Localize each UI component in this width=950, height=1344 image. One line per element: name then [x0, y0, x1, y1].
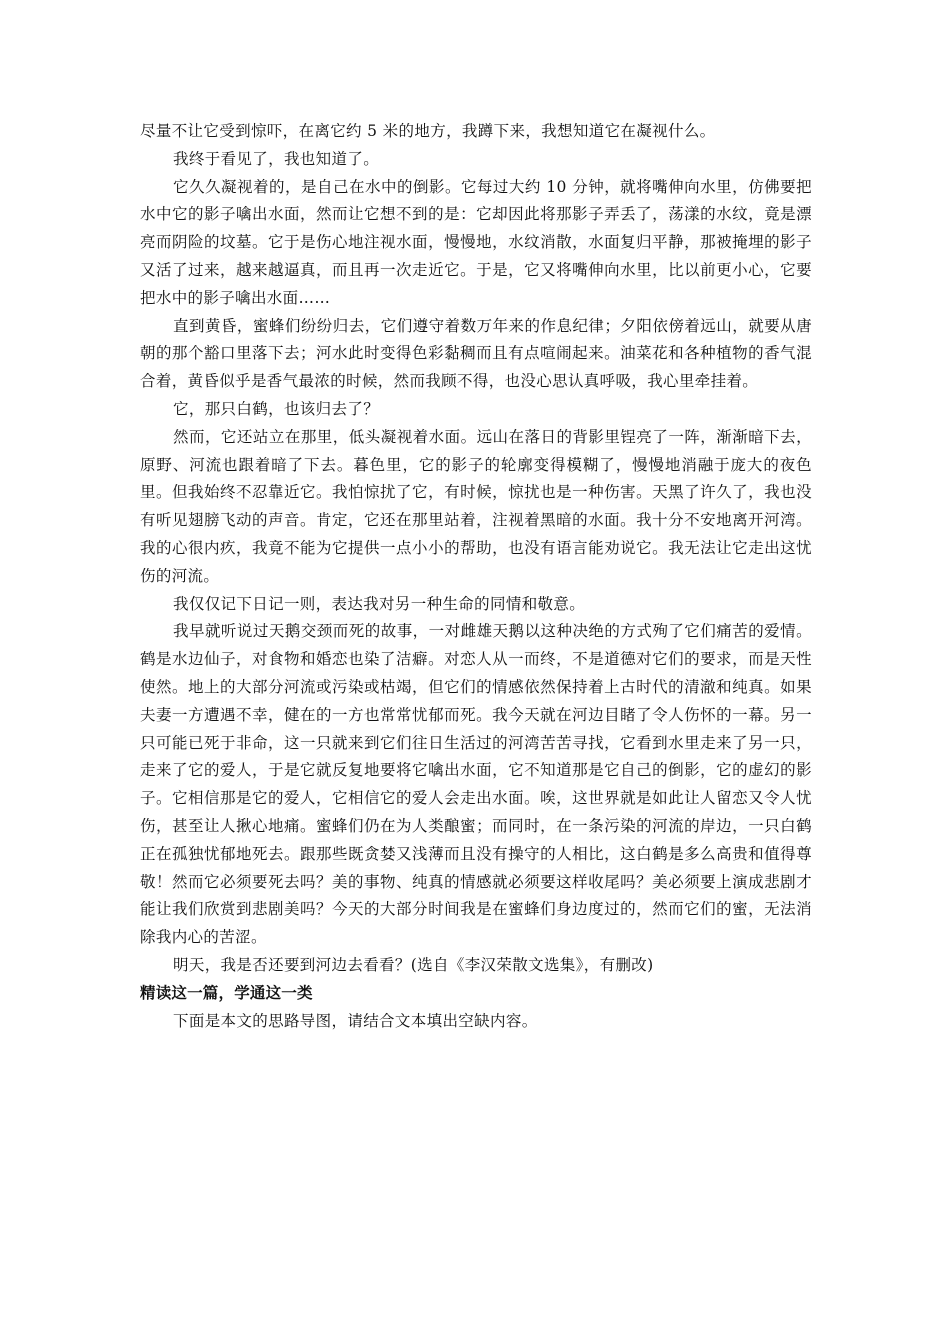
document-page: [140, 118, 812, 1035]
paragraph-tomorrow-source: 明天，我是否还要到河边去看看？(选自《李汉荣散文选集》，有删改): [173, 955, 654, 974]
paragraph-intro-tail: 尽量不让它受到惊吓，在离它约 5 米的地方，我蹲下来，我想知道它在凝视什么。: [140, 122, 716, 140]
paragraph-crane-question: 它，那只白鹤，也该归去了？: [173, 399, 380, 418]
paragraph-diary: 我早就听说过天鹅交颈而死的故事，一对雌雄天鹅以这种决绝的方式殉了它们痛苦的爱情。鹤是水边仙子，对食物和婚恋也染了洁癖。对恋人从一而终，不是道德对它们的要求，而是天性使然。地上的大部分河流或污染或枯竭，但它们的情感依然保持着上古时代的清澈和纯真。如果夫妻一方遭遇不幸，健在的一方也常常忧郁而死。我今天就在河边目睹了令人伤怀的一幕。另一只可能已死于非命，这一只就来到它们往日生活过的河湾苦苦寻找，它看到水里走来了另一只，走来了它的爱人，于是它就反复地要将它噙出水面，它不知道那是它自己的倒影，它的虚幻的影子。它相信那是它的爱人，它相信它的爱人会走出水面。唉，这世界就是如此让人留恋又令人忧伤，甚至让人揪心地痛。蜜蜂们仍在为人类酿蜜；而同时，在一条污染的河流的岸边，一只白鹤正在孤独忧郁地死去。跟那些既贪婪又浅薄而且没有操守的人相比，这白鹤是多么高贵和值得尊敬！然而它必须要死去吗？美的事物、纯真的情感就必须要这样收尾吗？美必须要上演成悲剧才能让我们欣赏到悲剧美吗？今天的大部分时间我是在蜜蜂们身边度过的，然而它们的蜜，无法消除我内心的苦涩。: [140, 622, 812, 947]
paragraph-dusk: 直到黄昏，蜜蜂们纷纷归去，它们遵守着数万年来的作息纪律；夕阳依傍着远山，就要从唐朝的那个豁口里落下去；河水此时变得色彩黏稠而且有点喧闹起来。油菜花和各种植物的香气混合着，黄昏似乎是香气最浓的时候，然而我顾不得，也没心思认真呼吸，我心里牵挂着。: [140, 316, 812, 391]
section-heading: 精读这一篇，学通这一类: [140, 983, 313, 1002]
paragraph-diary-note: 我仅仅记下日记一则，表达我对另一种生命的同情和敬意。: [173, 594, 586, 613]
paragraph-night: 然而，它还站立在那里，低头凝视着水面。远山在落日的背影里锃亮了一阵，渐渐暗下去，原野、河流也跟着暗了下去。暮色里，它的影子的轮廓变得模糊了，慢慢地消融于庞大的夜色里。但我始终不忍靠近它。我怕惊扰了它，有时候，惊扰也是一种伤害。天黑了许久了，我也没有听见翅膀飞动的声音。肯定，它还在那里站着，注视着黑暗的水面。我十分不安地离开河湾。我的心很内疚，我竟不能为它提供一点小小的帮助，也没有语言能劝说它。我无法让它走出这忧伤的河流。: [140, 427, 812, 585]
section-instruction: 下面是本文的思路导图，请结合文本填出空缺内容。: [173, 1011, 538, 1030]
paragraph-reflection: 它久久凝视着的，是自己在水中的倒影。它每过大约 10 分钟，就将嘴伸向水里，仿佛要把水中它的影子噙出水面，然而让它想不到的是：它却因此将那影子弄丢了，荡漾的水纹，竟是漂亮而阴险的坟墓。它于是伤心地注视水面，慢慢地，水纹消散，水面复归平静，那被掩埋的影子又活了过来，越来越逼真，而且再一次走近它。于是，它又将嘴伸向水里，比以前更小心，它要把水中的影子噙出水面……: [140, 177, 812, 307]
paragraph-finally-saw: 我终于看见了，我也知道了。: [173, 149, 380, 168]
